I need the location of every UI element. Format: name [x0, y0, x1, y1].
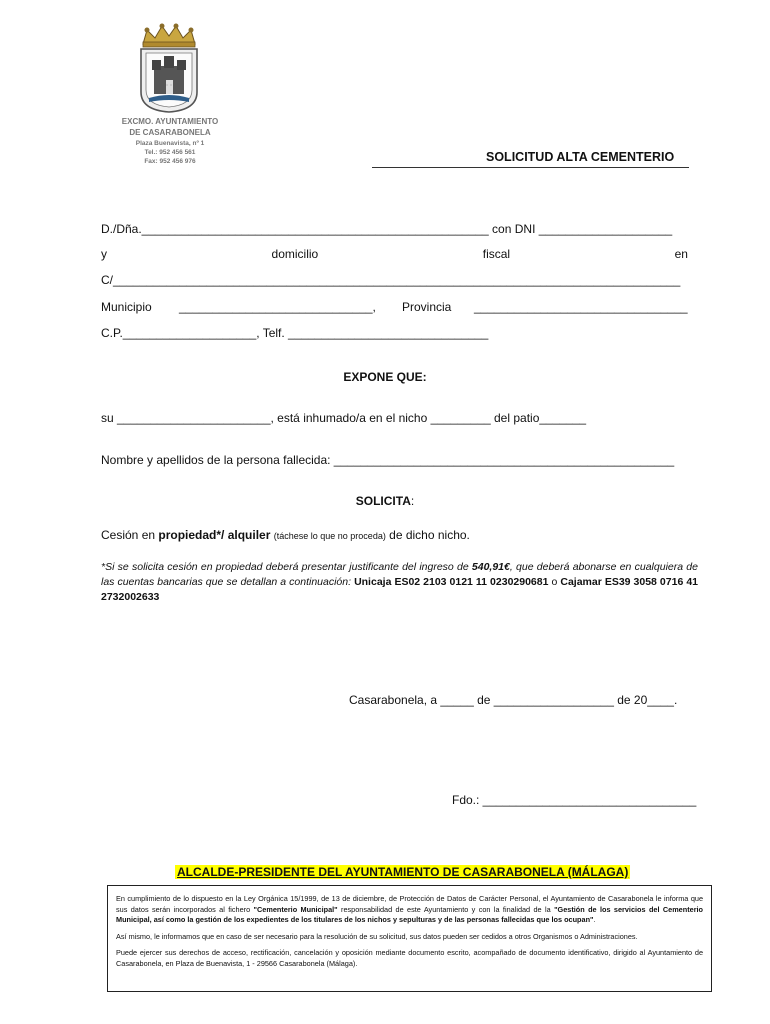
domicile-word-en: en — [674, 247, 688, 261]
org-address: Plaza Buenavista, nº 1 — [135, 140, 205, 147]
solicita-heading-text: SOLICITA — [355, 494, 411, 508]
solicita-heading — [0, 494, 770, 508]
note-amount: 540,91€ — [471, 561, 510, 573]
cession-hint: (táchese lo que no proceda) — [273, 531, 386, 541]
org-name-line1: EXCMO. AYUNTAMIENTO — [121, 117, 219, 126]
privacy-notice-box — [107, 885, 712, 992]
cession-line — [101, 528, 470, 542]
deceased-name-line: Nombre y apellidos de la persona fallecida: ___________________________________________________ — [101, 453, 675, 467]
note-text-1: *Si se solicita cesión en propiedad deberá presentar justificante del ingreso de — [101, 561, 472, 573]
privacy-paragraph-1 — [116, 894, 703, 926]
cession-prefix: Cesión en — [101, 528, 159, 542]
title-underline — [372, 167, 689, 168]
street-line: C/_____________________________________________________________________________________ — [101, 273, 681, 287]
expone-heading: EXPONE QUE: — [343, 370, 427, 384]
municipio-label: Municipio — [101, 300, 152, 314]
domicile-line — [101, 247, 688, 261]
place-date-line: Casarabonela, a _____ de __________________ de 20____. — [349, 693, 678, 707]
provincia-label: Provincia — [402, 300, 452, 314]
note-text-2: , que deberá abonarse en cualquiera de las cuentas bancarias que se detallan a continuación: — [101, 561, 698, 588]
domicile-word-fiscal: fiscal — [482, 247, 511, 261]
privacy-p1-text-b: responsabilidad de este Ayuntamiento y con la finalidad de la — [337, 904, 555, 914]
privacy-purpose: "Gestión de los servicios del Cementerio Municipal, así como la gestión de los expedientes de los titulares de los nichos y sepulturas y de las personas fallecidas que los ocupan" — [116, 904, 704, 924]
privacy-p1-end: . — [593, 915, 596, 924]
org-name-line2: DE CASARABONELA — [129, 128, 211, 137]
cp-phone-line: C.P.____________________, Telf. ______________________________ — [101, 326, 489, 340]
bank-account-cajamar: Cajamar ES39 3058 0716 41 2732002633 — [101, 576, 698, 603]
domicile-word-y: y — [101, 247, 107, 261]
provincia-blank: ________________________________ — [474, 300, 688, 314]
cession-suffix: de dicho nicho. — [385, 528, 470, 542]
applicant-name-dni-line: D./Dña.____________________________________________________ con DNI ____________________ — [101, 222, 673, 236]
expone-niche-line: su _______________________, está inhumado/a en el nicho _________ del patio_______ — [101, 411, 587, 425]
property-payment-note — [101, 560, 698, 605]
form-title: SOLICITUD ALTA CEMENTERIO — [486, 150, 675, 164]
mayor-addressee: ALCALDE-PRESIDENTE DEL AYUNTAMIENTO DE CASARABONELA (MÁLAGA) — [177, 865, 629, 879]
solicita-heading-colon: : — [410, 494, 415, 508]
domicile-word-domicilio: domicilio — [271, 247, 319, 261]
org-fax: Fax: 952 456 976 — [144, 158, 196, 165]
municipal-crest-logo — [133, 22, 205, 114]
signature-line: Fdo.: ________________________________ — [452, 793, 697, 807]
privacy-paragraph-2: Así mismo, le informamos que en caso de ser necesario para la resolución de su solicitud, sus datos pueden ser cedidos a otros Organismos o Administraciones. — [116, 931, 638, 941]
account-separator: o — [548, 576, 561, 588]
cession-options: propiedad*/ alquiler — [158, 528, 271, 542]
municipio-blank: _____________________________, — [179, 300, 376, 314]
bank-account-unicaja: Unicaja ES02 2103 0121 11 0230290681 — [354, 576, 549, 588]
privacy-paragraph-3: Puede ejercer sus derechos de acceso, rectificación, cancelación y oposición mediante documento escrito, acompañado de documento identificativo, dirigido al Ayuntamiento de Casarabonela, en Plaza de Buenavista, 1 - 29566 Casarabonela (Málaga). — [116, 948, 703, 968]
svg-text:▪ ▪: ▪ ▪ — [165, 82, 173, 87]
privacy-p1-text: En cumplimiento de lo dispuesto en la Ley Orgánica 15/1999, de 13 de diciembre, de Protección de Datos de Carácter Personal, el Ayuntamiento de Casarabonela le informa que sus datos serán incorporados al fichero — [116, 894, 703, 914]
org-phone: Tel.: 952 456 561 — [144, 149, 196, 156]
privacy-file-name: "Cementerio Municipal" — [253, 904, 338, 914]
